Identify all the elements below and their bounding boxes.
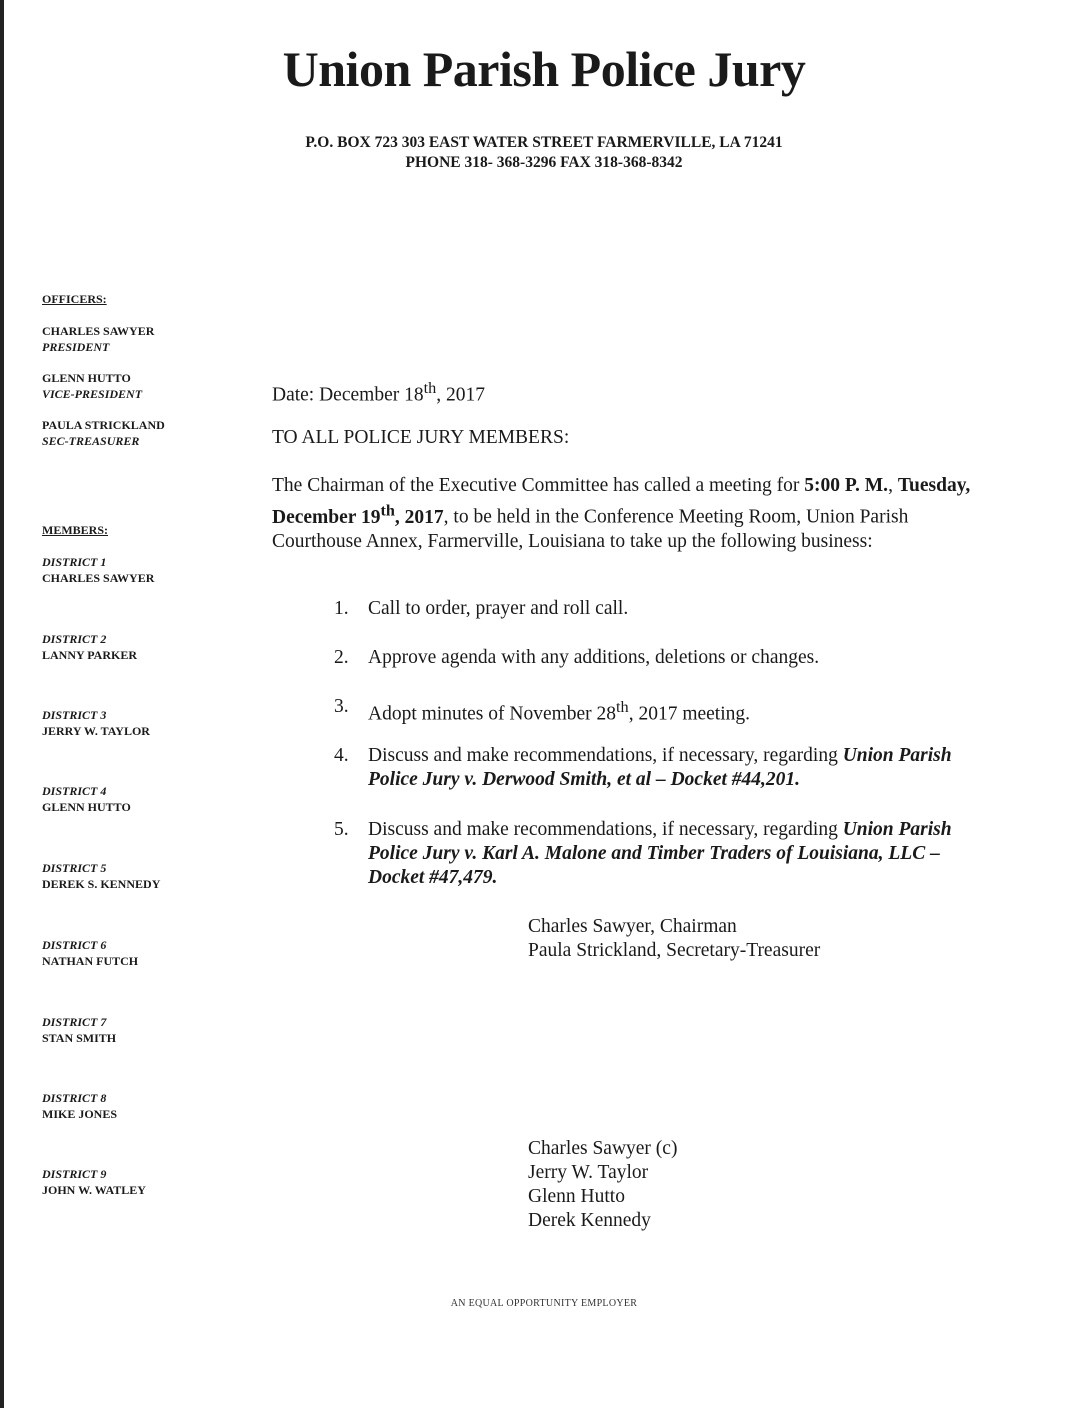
member-district: DISTRICT 1 xyxy=(42,555,107,569)
member-district: DISTRICT 6 xyxy=(42,938,107,952)
agenda-item: 1. Call to order, prayer and roll call. xyxy=(334,598,629,619)
salutation: TO ALL POLICE JURY MEMBERS: xyxy=(272,427,570,448)
letterhead-phone: PHONE 318- 368-3296 FAX 318-368-8342 xyxy=(405,154,683,171)
member-entry xyxy=(42,554,154,586)
member-name: STAN SMITH xyxy=(42,1031,117,1045)
member-district: DISTRICT 4 xyxy=(42,784,107,798)
docket-reference: Union Parish Police Jury v. Karl A. Malone and Timber Traders of Louisiana, LLC – Docket #47,479. xyxy=(368,819,952,888)
member-entry xyxy=(42,631,137,663)
member-name: NATHAN FUTCH xyxy=(42,954,139,968)
member-district: DISTRICT 5 xyxy=(42,861,107,875)
officer-name: CHARLES SAWYER xyxy=(42,324,155,338)
member-name: LANNY PARKER xyxy=(42,648,137,662)
member-name: GLENN HUTTO xyxy=(42,800,131,814)
letterhead-address: P.O. BOX 723 303 EAST WATER STREET FARMERVILLE, LA 71241 xyxy=(305,134,783,151)
officer-entry xyxy=(42,370,142,402)
officer-name: GLENN HUTTO xyxy=(42,371,131,385)
member-entry xyxy=(42,707,150,739)
member-name: JOHN W. WATLEY xyxy=(42,1183,146,1197)
members-heading: MEMBERS: xyxy=(42,523,108,537)
member-entry xyxy=(42,1166,146,1198)
member-district: DISTRICT 8 xyxy=(42,1091,107,1105)
officer-entry xyxy=(42,323,154,355)
member-district: DISTRICT 9 xyxy=(42,1167,107,1181)
member-name: DEREK S. KENNEDY xyxy=(42,877,161,891)
agenda-item: 3. Adopt minutes of November 28th, 2017 meeting. xyxy=(334,696,751,725)
meeting-notice: The Chairman of the Executive Committee has called a meeting for 5:00 P. M., Tuesday, December 19th, 2017, to be held in the Conference Meeting Room, Union Parish Courthouse Annex, Farmerville, Louisiana to take up the following business: xyxy=(272,475,971,552)
member-entry xyxy=(42,783,131,815)
member-name: CHARLES SAWYER xyxy=(42,571,155,585)
officer-name: PAULA STRICKLAND xyxy=(42,418,165,432)
member-district: DISTRICT 7 xyxy=(42,1015,107,1029)
member-entry xyxy=(42,1090,117,1122)
committee-member: Glenn Hutto xyxy=(528,1186,625,1207)
agenda-item: 5. Discuss and make recommendations, if necessary, regarding Union Parish Police Jury v. Karl A. Malone and Timber Traders of Louisiana, LLC – Docket #47,479. xyxy=(334,819,952,888)
meeting-day: Tuesday, December 19th, 2017 xyxy=(272,475,971,528)
committee-member: Jerry W. Taylor xyxy=(528,1162,649,1183)
agenda-item: 2. Approve agenda with any additions, deletions or changes. xyxy=(334,647,820,668)
officers-heading: OFFICERS: xyxy=(42,292,107,306)
member-entry xyxy=(42,937,138,969)
letterhead-title: Union Parish Police Jury xyxy=(282,41,806,97)
member-name: MIKE JONES xyxy=(42,1107,118,1121)
member-entry xyxy=(42,1014,116,1046)
officer-entry xyxy=(42,417,165,449)
member-district: DISTRICT 2 xyxy=(42,632,107,646)
committee-member: Charles Sawyer (c) xyxy=(528,1138,678,1159)
officer-role: SEC-TREASURER xyxy=(42,434,140,448)
footer-eoe: AN EQUAL OPPORTUNITY EMPLOYER xyxy=(450,1298,638,1309)
officer-role: VICE-PRESIDENT xyxy=(42,387,143,401)
signature-secretary: Paula Strickland, Secretary-Treasurer xyxy=(528,940,821,961)
member-entry xyxy=(42,860,160,892)
officer-role: PRESIDENT xyxy=(42,340,110,354)
member-district: DISTRICT 3 xyxy=(42,708,107,722)
scan-edge xyxy=(0,0,4,1408)
member-name: JERRY W. TAYLOR xyxy=(42,724,150,738)
meeting-time: 5:00 P. M. xyxy=(804,475,889,496)
agenda-item: 4. Discuss and make recommendations, if necessary, regarding Union Parish Police Jury v. Derwood Smith, et al – Docket #44,201. xyxy=(334,745,952,790)
committee-member: Derek Kennedy xyxy=(528,1210,651,1231)
signature-chairman: Charles Sawyer, Chairman xyxy=(528,916,737,937)
docket-reference: Union Parish Police Jury v. Derwood Smith, et al – Docket #44,201. xyxy=(368,745,952,790)
letter-date: Date: December 18th, 2017 xyxy=(272,379,485,406)
